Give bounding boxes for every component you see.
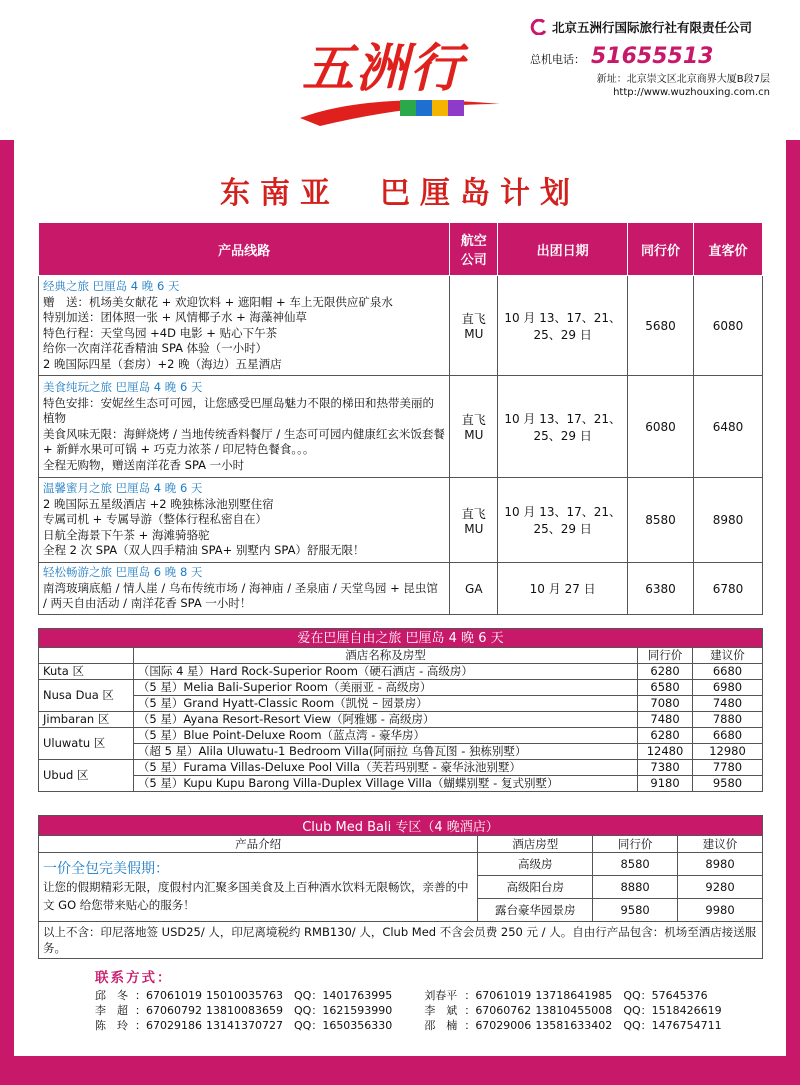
airline: 直飞 MU (450, 478, 498, 563)
contacts-label: 联系方式： (95, 970, 173, 986)
retail-price: 9280 (678, 876, 763, 899)
package-line: 2 晚国际四星（套房）+2 晚（海边）五星酒店 (43, 356, 282, 371)
contact-qq: QQ：57645376 (623, 989, 708, 1002)
retail-price: 6480 (694, 376, 763, 478)
package-line: 南湾玻璃底船 / 情人崖 / 乌布传统市场 / 海神庙 / 圣泉庙 / 天堂鸟园 + 昆虫馆 / 两天自由活动 / 南洋花香 SPA 一小时！ (43, 580, 438, 611)
contact-row: 邱 冬 ： 67061019 15010035763 QQ：1401763995 (95, 989, 393, 1002)
trade-price: 7480 (638, 712, 693, 728)
table-row (39, 376, 763, 478)
logo-text: 五洲行 (302, 38, 465, 99)
table-row (39, 563, 763, 615)
hotel-name: （5 星）Kupu Kupu Barong Villa-Duplex Village Villa（蝴蝶别墅 - 复式别墅） (133, 776, 637, 792)
retail-price: 9980 (678, 899, 763, 922)
brand-logo (290, 20, 510, 130)
trade-price: 9180 (638, 776, 693, 792)
trade-price: 7380 (638, 760, 693, 776)
contact-qq: QQ：1650356330 (294, 1019, 393, 1032)
contact-row: 刘春平 ： 67061019 13718641985 QQ：57645376 (424, 989, 708, 1002)
package-line: 特色行程：天堂鸟园 +4D 电影 + 贴心下午茶 (43, 325, 278, 340)
header (0, 0, 800, 140)
table-row (39, 712, 763, 728)
table-row (39, 853, 763, 876)
table-row (39, 696, 763, 712)
airline: 直飞 MU (450, 276, 498, 376)
package-table-header (39, 223, 763, 276)
contact-row: 李 斌 ： 67060762 13810455008 QQ：1518426619 (424, 1004, 722, 1017)
contacts-left (95, 988, 392, 1033)
contact-qq: QQ：1621593990 (294, 1004, 393, 1017)
hotel-name: （5 星）Ayana Resort-Resort View（阿雅娜 - 高级房） (133, 712, 637, 728)
package-name: 美食纯玩之旅 巴厘岛 4 晚 6 天 (43, 380, 203, 394)
header-trade-price: 同行价 (593, 836, 678, 853)
contact-mobile: 13718641985 (535, 989, 613, 1002)
hotel-name: （5 星）Blue Point-Deluxe Room（蓝点湾 - 豪华房） (133, 728, 637, 744)
area-name: Nusa Dua 区 (39, 680, 134, 712)
header-trade-price: 同行价 (628, 223, 694, 276)
package-line: 全程 2 次 SPA（双人四手精油 SPA+ 别墅内 SPA）舒服无限！ (43, 543, 365, 558)
contact-tel: 67061019 (475, 989, 532, 1002)
contact-name: 陈 玲 (95, 1019, 128, 1032)
airline: GA (450, 563, 498, 615)
hotel-name: （超 5 星）Alila Uluwatu-1 Bedroom Villa(阿丽拉 乌鲁瓦图 - 独栋别墅） (133, 744, 637, 760)
retail-price: 9580 (693, 776, 763, 792)
header-retail-price: 直客价 (694, 223, 763, 276)
hotel-name: （国际 4 星）Hard Rock-Superior Room（硬石酒店 - 高级房） (133, 664, 637, 680)
company-address: 新址：北京崇文区北京商界大厦B段7层 (596, 74, 770, 85)
retail-price: 6780 (694, 563, 763, 615)
retail-price: 6680 (693, 664, 763, 680)
contact-mobile: 13810455008 (535, 1004, 613, 1017)
retail-price: 7780 (693, 760, 763, 776)
clubmed-table (38, 815, 763, 959)
company-website: http://www.wuzhouxing.com.cn (613, 87, 770, 98)
departure-dates: 10 月 13、17、21、25、29 日 (498, 478, 628, 563)
package-line: 2 晚国际五星级酒店 +2 晚独栋泳池别墅住宿 (43, 496, 274, 511)
contact-name: 李 斌 (424, 1004, 458, 1017)
contact-mobile: 15010035763 (206, 989, 283, 1002)
contact-name: 邱 冬 (95, 989, 128, 1002)
header-dates: 出团日期 (498, 223, 628, 276)
area-name: Kuta 区 (39, 664, 134, 680)
trade-price: 6580 (638, 680, 693, 696)
retail-price: 7880 (693, 712, 763, 728)
contact-mobile: 13581633402 (535, 1019, 613, 1032)
contact-row: 陈 玲 ： 67029186 13141370727 QQ：1650356330 (95, 1019, 393, 1032)
contact-qq: QQ：1476754711 (623, 1019, 722, 1032)
logo-swoosh-icon (290, 90, 510, 130)
table-row (39, 728, 763, 744)
trade-price: 8880 (593, 876, 678, 899)
clubmed-note: 以上不含：印尼落地签 USD25/ 人，印尼离境税约 RMB130/ 人，Club Med 不含会员费 250 元 / 人。自由行产品包含：机场至酒店接送服务。 (39, 922, 763, 959)
trade-price: 9580 (593, 899, 678, 922)
free-travel-title: 爱在巴厘自由之旅 巴厘岛 4 晚 6 天 (39, 629, 763, 648)
contact-mobile: 13141370727 (206, 1019, 283, 1032)
package-line: 美食风味无限：海鲜烧烤 / 当地传统香料餐厅 / 生态可可园内健康红玄米饭套餐 + 新鲜水果可可锅 + 巧克力浓茶 / 印尼特色餐食。。。 (43, 426, 445, 456)
package-line: 全程无购物，赠送南洋花香 SPA 一小时 (43, 457, 245, 472)
retail-price: 6980 (693, 680, 763, 696)
contact-mobile: 13810083659 (206, 1004, 283, 1017)
hotel-name: （5 星）Melia Bali-Superior Room（美丽亚 - 高级房） (133, 680, 637, 696)
trade-price: 6380 (628, 563, 694, 615)
package-line: 日航全海景下午茶 + 海滩骑骆驼 (43, 527, 210, 542)
contact-tel: 67060792 (146, 1004, 202, 1017)
header-intro: 产品介绍 (39, 836, 478, 853)
contact-qq: QQ：1518426619 (623, 1004, 722, 1017)
package-line: 特别加送：团体照一张 + 风情椰子水 + 海藻神仙草 (43, 310, 307, 324)
retail-price: 6680 (693, 728, 763, 744)
table-row (39, 680, 763, 696)
hotel-name: （5 星）Grand Hyatt-Classic Room（凯悦 – 园景房） (133, 696, 637, 712)
company-name: 北京五洲行国际旅行社有限责任公司 (552, 20, 753, 35)
contact-name: 刘春平 (424, 989, 458, 1002)
clubmed-headline: 一价全包完美假期： (43, 861, 169, 877)
retail-price: 7480 (693, 696, 763, 712)
contact-name: 李 超 (95, 1004, 128, 1017)
header-room: 酒店房型 (478, 836, 593, 853)
contact-qq: QQ：1401763995 (294, 989, 393, 1002)
package-line: 给你一次南洋花香精油 SPA 体验（一小时） (43, 341, 268, 355)
contact-tel: 67060762 (475, 1004, 532, 1017)
room-type: 高级阳台房 (478, 876, 593, 899)
company-logo-icon (530, 19, 548, 35)
hotline-number: 51655513 (591, 44, 714, 69)
retail-price: 12980 (693, 744, 763, 760)
package-line: 专属司机 + 专属导游（整体行程私密自在） (43, 512, 267, 527)
free-travel-table (38, 628, 763, 792)
trade-price: 5680 (628, 276, 694, 376)
company-info (530, 18, 790, 99)
trade-price: 6080 (628, 376, 694, 478)
page-title: 东南亚 巴厘岛计划 (220, 176, 580, 211)
departure-dates: 10 月 13、17、21、25、29 日 (498, 276, 628, 376)
table-row (39, 478, 763, 563)
package-table (38, 222, 763, 615)
table-row (39, 664, 763, 680)
table-row (39, 276, 763, 376)
header-retail-price: 建议价 (678, 836, 763, 853)
trade-price: 7080 (638, 696, 693, 712)
room-type: 高级房 (478, 853, 593, 876)
area-name: Uluwatu 区 (39, 728, 134, 760)
contacts (95, 966, 722, 1033)
trade-price: 6280 (638, 728, 693, 744)
contact-tel: 67061019 (146, 989, 202, 1002)
header-airline: 航空公司 (450, 223, 498, 276)
clubmed-description: 让您的假期精彩无限，度假村内汇聚多国美食及上百种酒水饮料无限畅饮，亲善的中文 GO 给您带来贴心的服务！ (43, 880, 469, 912)
header-hotel: 酒店名称及房型 (133, 648, 637, 664)
package-name: 经典之旅 巴厘岛 4 晚 6 天 (43, 279, 180, 293)
header-trade-price: 同行价 (638, 648, 693, 664)
trade-price: 6280 (638, 664, 693, 680)
table-row (39, 776, 763, 792)
package-line: 特色安排：安妮丝生态可可园，让您感受巴厘岛魅力不限的梯田和热带美丽的植物 (43, 395, 434, 425)
clubmed-title: Club Med Bali 专区（4 晚酒店） (39, 816, 763, 836)
hotel-name: （5 星）Furama Villas-Deluxe Pool Villa（芙若玛别墅 - 豪华泳池别墅） (133, 760, 637, 776)
area-name: Ubud 区 (39, 760, 134, 792)
header-retail-price: 建议价 (693, 648, 763, 664)
package-name: 轻松畅游之旅 巴厘岛 6 晚 8 天 (43, 565, 203, 580)
package-name: 温馨蜜月之旅 巴厘岛 4 晚 6 天 (43, 481, 203, 496)
retail-price: 8980 (694, 478, 763, 563)
trade-price: 12480 (638, 744, 693, 760)
airline: 直飞 MU (450, 376, 498, 478)
departure-dates: 10 月 13、17、21、25、29 日 (498, 376, 628, 478)
header-route: 产品线路 (39, 223, 450, 276)
contacts-right (424, 988, 721, 1033)
package-line: 赠 送：机场美女献花 + 欢迎饮料 + 遮阳帽 + 车上无限供应矿泉水 (43, 294, 393, 309)
table-row (39, 760, 763, 776)
contact-tel: 67029186 (146, 1019, 202, 1032)
room-type: 露台豪华园景房 (478, 899, 593, 922)
contact-tel: 67029006 (475, 1019, 532, 1032)
hotline-label: 总机电话： (530, 53, 585, 66)
retail-price: 6080 (694, 276, 763, 376)
trade-price: 8580 (628, 478, 694, 563)
contact-row: 李 超 ： 67060792 13810083659 QQ：1621593990 (95, 1004, 393, 1017)
contact-name: 邵 楠 (424, 1019, 458, 1032)
area-name: Jimbaran 区 (39, 712, 134, 728)
contact-row: 邵 楠 ： 67029006 13581633402 QQ：1476754711 (424, 1019, 722, 1032)
departure-dates: 10 月 27 日 (498, 563, 628, 615)
table-row (39, 744, 763, 760)
retail-price: 8980 (678, 853, 763, 876)
trade-price: 8580 (593, 853, 678, 876)
